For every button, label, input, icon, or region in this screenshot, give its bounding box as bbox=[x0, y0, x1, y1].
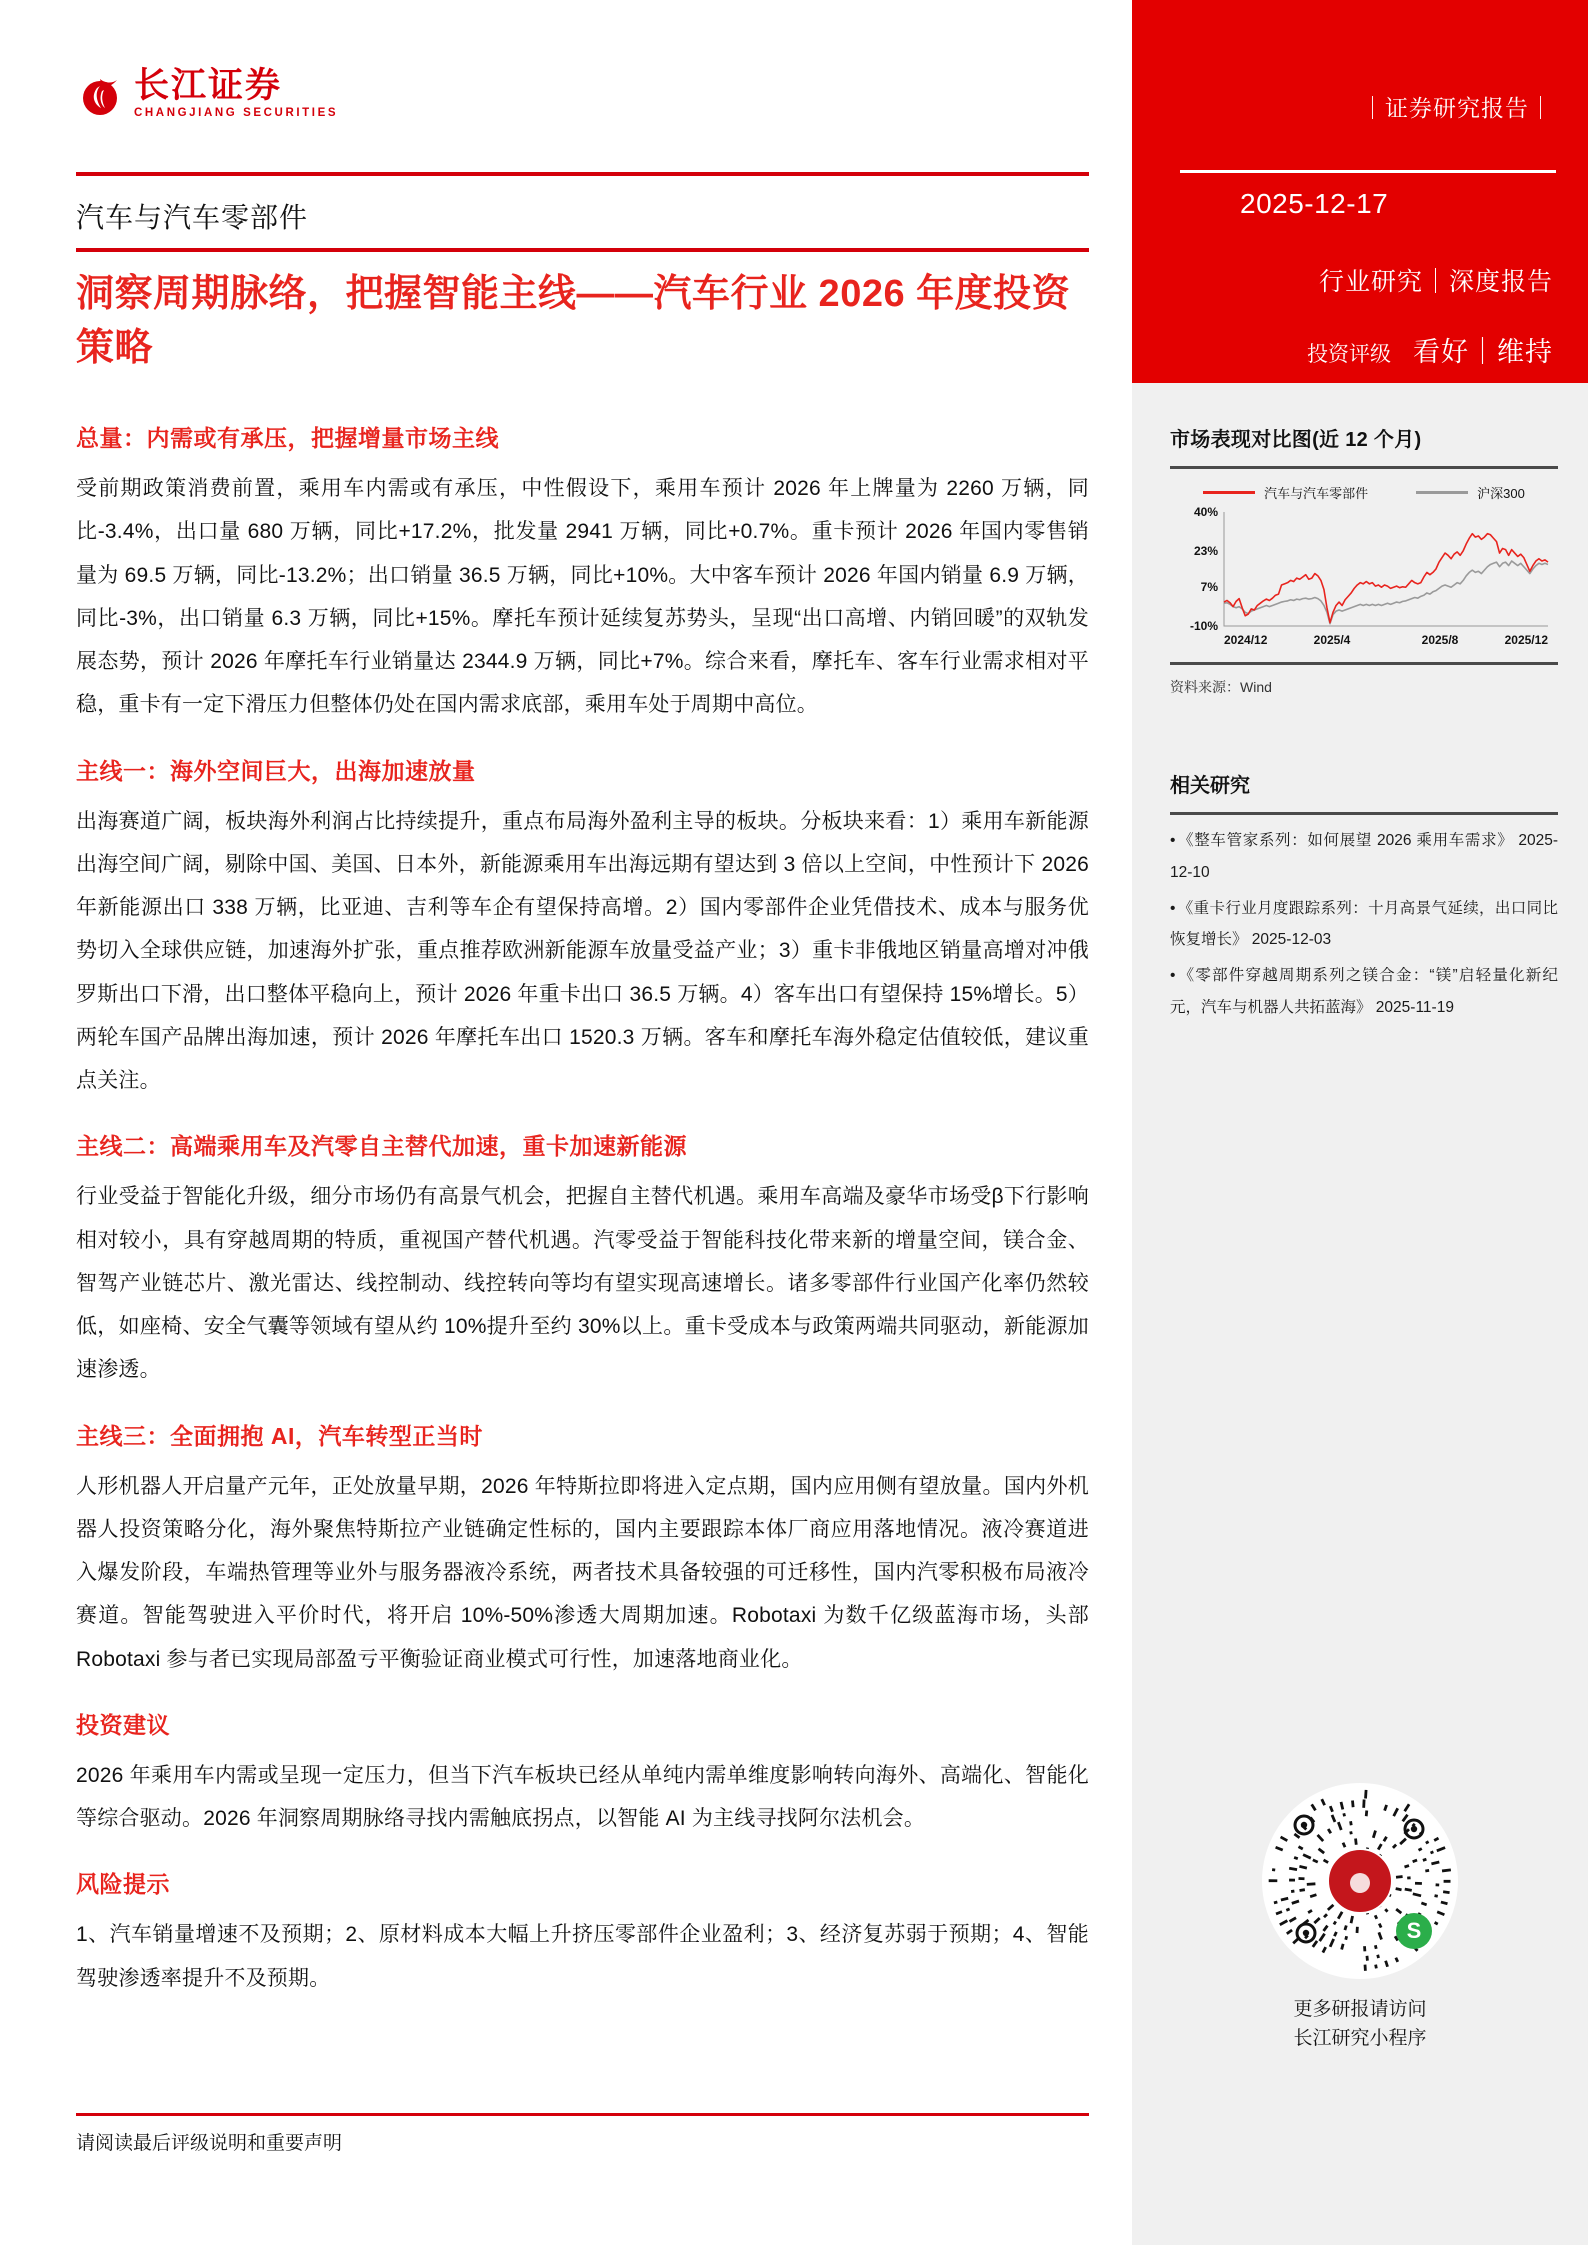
logo-text-en: CHANGJIANG SECURITIES bbox=[134, 107, 339, 119]
rule-under-logo bbox=[76, 172, 1089, 176]
company-logo bbox=[76, 68, 338, 119]
legend-item-auto bbox=[1203, 483, 1368, 502]
section-heading: 主线二：高端乘用车及汽零自主替代加速，重卡加速新能源 bbox=[76, 1133, 687, 1160]
footer-rule bbox=[76, 2113, 1089, 2116]
flame-logo-icon bbox=[76, 70, 124, 118]
chart-canvas bbox=[1170, 504, 1558, 652]
section-paragraph: 2026 年乘用车内需或呈现一定压力，但当下汽车板块已经从单纯内需单维度影响转向海外、高端化、智能化等综合驱动。2026 年洞察周期脉络寻找内需触底拐点，以智能 AI 为主线寻找阿尔法机会。 bbox=[76, 1763, 1089, 1830]
investment-rating bbox=[1307, 330, 1553, 369]
rating-value: 看好｜维持 bbox=[1413, 337, 1553, 367]
logo-text bbox=[134, 68, 338, 119]
header-red-panel bbox=[1132, 0, 1588, 383]
chart-title-divider bbox=[1170, 466, 1558, 469]
chart-legend bbox=[1170, 479, 1558, 502]
related-research-text: 《重卡行业月度跟踪系列：十月高景气延续，出口同比恢复增长》 2025-12-03 bbox=[1170, 899, 1558, 949]
section-paragraph: 行业受益于智能化升级，细分市场仍有高景气机会，把握自主替代机遇。乘用车高端及豪华市场受β下行影响相对较小，具有穿越周期的特质，重视国产替代机遇。汽零受益于智能科技化带来新的增量空间，镁合金、智驾产业链芯片、激光雷达、线控制动、线控转向等均有望实现高速增长。诸多零部件行业国产化率仍然较低，如座椅、安全气囊等领域有望从约 10%提升至约 30%以上。重卡受成本与政策两端共同驱动，新能源加速渗透。 bbox=[76, 1185, 1089, 1382]
related-research-text: 《零部件穿越周期系列之镁合金：“镁”启轻量化新纪元，汽车与机器人共拓蓝海》 2025-11-19 bbox=[1170, 967, 1558, 1016]
chart-bottom-divider bbox=[1170, 662, 1558, 665]
chart-y-tick-label: 7% bbox=[1200, 580, 1218, 595]
chart-series-line bbox=[1224, 534, 1548, 623]
footer-note: 请阅读最后评级说明和重要声明 bbox=[76, 2133, 343, 2154]
legend-swatch-hs300 bbox=[1416, 491, 1468, 494]
section-heading: 投资建议 bbox=[76, 1711, 170, 1738]
legend-swatch-auto bbox=[1203, 491, 1255, 494]
related-research-list bbox=[1170, 825, 1558, 1024]
chart-y-tick-label: -10% bbox=[1189, 619, 1218, 633]
chart-x-tick-label: 2024/12 bbox=[1224, 633, 1268, 647]
chart-y-tick-label: 23% bbox=[1193, 543, 1218, 558]
logo-text-cn: 长江证券 bbox=[134, 66, 283, 105]
qr-caption-line2: 长江研究小程序 bbox=[1293, 2028, 1427, 2050]
section-heading: 风险提示 bbox=[76, 1871, 170, 1898]
qr-code-icon[interactable] bbox=[1262, 1783, 1458, 1979]
wechat-miniprogram-icon: S bbox=[1396, 1913, 1432, 1949]
chart-source: 资料来源：Wind bbox=[1170, 679, 1272, 695]
chart-axes bbox=[1224, 512, 1548, 626]
related-research-text: 《整车管家系列：如何展望 2026 乘用车需求》 2025-12-10 bbox=[1170, 832, 1558, 881]
report-date: 2025-12-17 bbox=[1240, 188, 1389, 219]
related-research-title: 相关研究 bbox=[1170, 775, 1250, 797]
chart-x-tick-label: 2025/12 bbox=[1504, 633, 1548, 647]
qr-block bbox=[1132, 1783, 1588, 2054]
section-paragraph: 人形机器人开启量产元年，正处放量早期，2026 年特斯拉即将进入定点期，国内应用侧有望放量。国内外机器人投资策略分化，海外聚焦特斯拉产业链确定性标的，国内主要跟踪本体厂商应用落地情况。液冷赛道进入爆发阶段，车端热管理等业外与服务器液冷系统，两者技术具备较强的可迁移性，国内汽零积极布局液冷赛道。智能驾驶进入平价时代，将开启 10%-50%渗透大周期加速。Robotaxi 为数千亿级蓝海市场，头部 Robotaxi 参与者已实现局部盈亏平衡验证商业模式可行性，加速落地商业化。 bbox=[76, 1474, 1089, 1671]
qr-caption-line1: 更多研报请访问 bbox=[1293, 1999, 1427, 2020]
rule-under-sector bbox=[76, 248, 1089, 252]
chart-series-line bbox=[1224, 561, 1548, 624]
legend-item-hs300 bbox=[1416, 483, 1525, 502]
chart-title: 市场表现对比图(近 12 个月) bbox=[1170, 429, 1422, 451]
section-paragraph: 出海赛道广阔，板块海外利润占比持续提升，重点布局海外盈利主导的板块。分板块来看：1）乘用车新能源出海空间广阔，剔除中国、美国、日本外，新能源乘用车出海远期有望达到 3 倍以上空间，中性预计下 2026 年新能源出口 338 万辆，比亚迪、吉利等车企有望保持高增。2）国内零部件企业凭借技术、成本与服务优势切入全球供应链，加速海外扩张，重点推荐欧洲新能源车放量受益产业；3）重卡非俄地区销量高增对冲俄罗斯出口下滑，出口整体平稳向上，预计 2026 年重卡出口 36.5 万辆。4）客车出口有望保持 15%增长。5）两轮车国产品牌出海加速，预计 2026 年摩托车出口 1520.3 万辆。客车和摩托车海外稳定估值较低，建议重点关注。 bbox=[76, 809, 1089, 1092]
section-paragraph: 受前期政策消费前置，乘用车内需或有承压，中性假设下，乘用车预计 2026 年上牌量为 2260 万辆，同比-3.4%，出口量 680 万辆，同比+17.2%，批发量 2941 万辆，同比+0.7%。重卡预计 2026 年国内零售销量为 69.5 万辆，同比-13.2%；出口销量 36.5 万辆，同比+10%。大中客车预计 2026 年国内销量 6.9 万辆，同比-3%，出口销量 6.3 万辆，同比+15%。摩托车预计延续复苏势头，呈现“出口高增、内销回暖”的双轨发展态势，预计 2026 年摩托车行业销量达 2344.9 万辆，同比+7%。综合来看，摩托车、客车行业需求相对平稳，重卡有一定下滑压力但整体仍处在国内需求底部，乘用车处于周期中高位。 bbox=[76, 477, 1089, 717]
chart-y-tick-label: 40% bbox=[1193, 505, 1218, 519]
bullet-icon: • bbox=[1170, 832, 1176, 849]
section-heading: 主线三：全面拥抱 AI，汽车转型正当时 bbox=[76, 1422, 483, 1449]
rating-label: 投资评级 bbox=[1307, 343, 1391, 366]
qr-caption bbox=[1132, 1995, 1588, 2054]
report-kind-label: ｜证券研究报告｜ bbox=[1361, 95, 1553, 121]
header-divider bbox=[1180, 170, 1556, 173]
related-research-item[interactable] bbox=[1170, 825, 1558, 889]
legend-label-auto: 汽车与汽车零部件 bbox=[1264, 486, 1369, 501]
qr-brand-logo-icon bbox=[1327, 1848, 1393, 1914]
related-research-item[interactable] bbox=[1170, 960, 1558, 1024]
section-heading: 主线一：海外空间巨大，出海加速放量 bbox=[76, 757, 476, 784]
market-performance-chart bbox=[1170, 479, 1558, 654]
chart-x-tick-label: 2025/4 bbox=[1313, 633, 1351, 647]
section-paragraph: 1、汽车销量增速不及预期；2、原材料成本大幅上升挤压零部件企业盈利；3、经济复苏弱于预期；4、智能驾驶渗透率提升不及预期。 bbox=[76, 1923, 1089, 1990]
report-type-label: 行业研究｜深度报告 bbox=[1318, 268, 1553, 296]
sidebar bbox=[1132, 383, 1588, 2245]
related-research-item[interactable] bbox=[1170, 893, 1558, 957]
chart-x-tick-label: 2025/8 bbox=[1421, 633, 1459, 647]
section-heading: 总量：内需或有承压，把握增量市场主线 bbox=[76, 425, 499, 451]
bullet-icon: • bbox=[1170, 967, 1176, 985]
page-title: 洞察周期脉络，把握智能主线——汽车行业 2026 年度投资策略 bbox=[76, 273, 1071, 369]
report-body bbox=[76, 420, 1089, 2030]
sector-name: 汽车与汽车零部件 bbox=[76, 202, 309, 233]
related-divider bbox=[1170, 812, 1558, 815]
legend-label-hs300: 沪深300 bbox=[1477, 486, 1525, 501]
bullet-icon: • bbox=[1170, 899, 1176, 917]
